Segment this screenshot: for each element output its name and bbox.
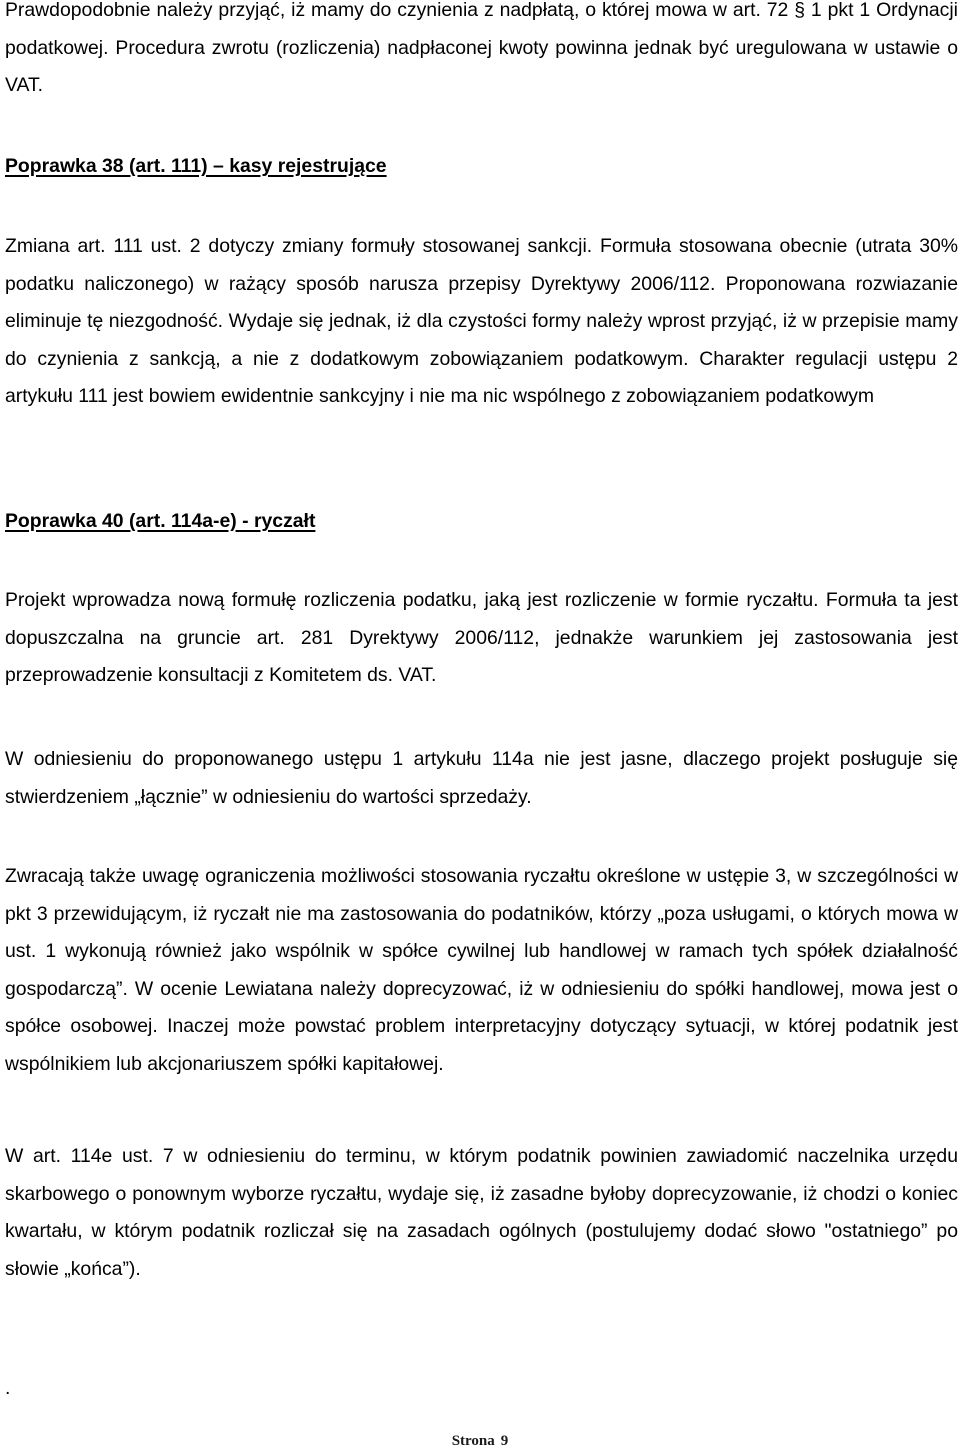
heading-poprawka-40: Poprawka 40 (art. 114a-e) - ryczałt [5,510,316,532]
paragraph-art-114a: W odniesieniu do proponowanego ustępu 1 artykułu 114a nie jest jasne, dlaczego projekt posługuje się stwierdzeniem „łącznie” w odniesieniu do wartości sprzedaży. [5,748,958,808]
footer-label: Strona [451,1433,495,1449]
paragraph-art-114e: W art. 114e ust. 7 w odniesieniu do terminu, w którym podatnik powinien zawiadomić naczelnika urzędu skarbowego o ponownym wyborze ryczałtu, wydaje się, iż zasadne byłoby doprecyzowanie, iż chodzi o koniec kwartału, w którym podatnik rozliczał się na zasadach ogólnych (postulujemy dodać słowo "ostatniego” po słowie „końca”). [5,1145,958,1280]
page-footer [0,1432,960,1450]
paragraph-ryczalt-intro: Projekt wprowadza nową formułę rozliczenia podatku, jaką jest rozliczenie w formie ryczałtu. Formuła ta jest dopuszczalna na gruncie art. 281 Dyrektywy 2006/112, jednakże warunkiem jej zastosowania jest przeprowadzenie konsultacji z Komitetem ds. VAT. [5,589,958,686]
page-number: 9 [500,1433,509,1449]
paragraph-kasy-rejestrujace: Zmiana art. 111 ust. 2 dotyczy zmiany formuły stosowanej sankcji. Formuła stosowana obecnie (utrata 30% podatku naliczonego) w rażący sposób narusza przepisy Dyrektywy 2006/112. Proponowana rozwiazanie eliminuje tę niezgodność. Wydaje się jednak, iż dla czystości formy należy wprost przyjąć, iż w przepisie mamy do czynienia z sankcją, a nie z dodatkowym zobowiązaniem podatkowym. Charakter regulacji ustępu 2 artykułu 111 jest bowiem ewidentnie sankcyjny i nie ma nic wspólnego z zobowiązaniem podatkowym [5,235,958,407]
paragraph-nadplata: Prawdopodobnie należy przyjąć, iż mamy do czynienia z nadpłatą, o której mowa w art. 72 § 1 pkt 1 Ordynacji podatkowej. Procedura zwrotu (rozliczenia) nadpłaconej kwoty powinna jednak być uregulowana w ustawie o VAT. [5,0,958,96]
heading-poprawka-38: Poprawka 38 (art. 111) – kasy rejestrujące [5,155,387,177]
trailing-dot: . [5,1377,11,1399]
paragraph-ograniczenia: Zwracają także uwagę ograniczenia możliwości stosowania ryczałtu określone w ustępie 3, w szczególności w pkt 3 przewidującym, iż ryczałt nie ma zastosowania do podatników, którzy „poza usługami, o których mowa w ust. 1 wykonują również jako wspólnik w spółce cywilnej lub handlowej w ramach tych spółek działalność gospodarczą”. W ocenie Lewiatana należy doprecyzować, iż w odniesieniu do spółki handlowej, mowa jest o spółce osobowej. Inaczej może powstać problem interpretacyjny dotyczący sytuacji, w której podatnik jest wspólnikiem lub akcjonariuszem spółki kapitałowej. [5,865,958,1075]
